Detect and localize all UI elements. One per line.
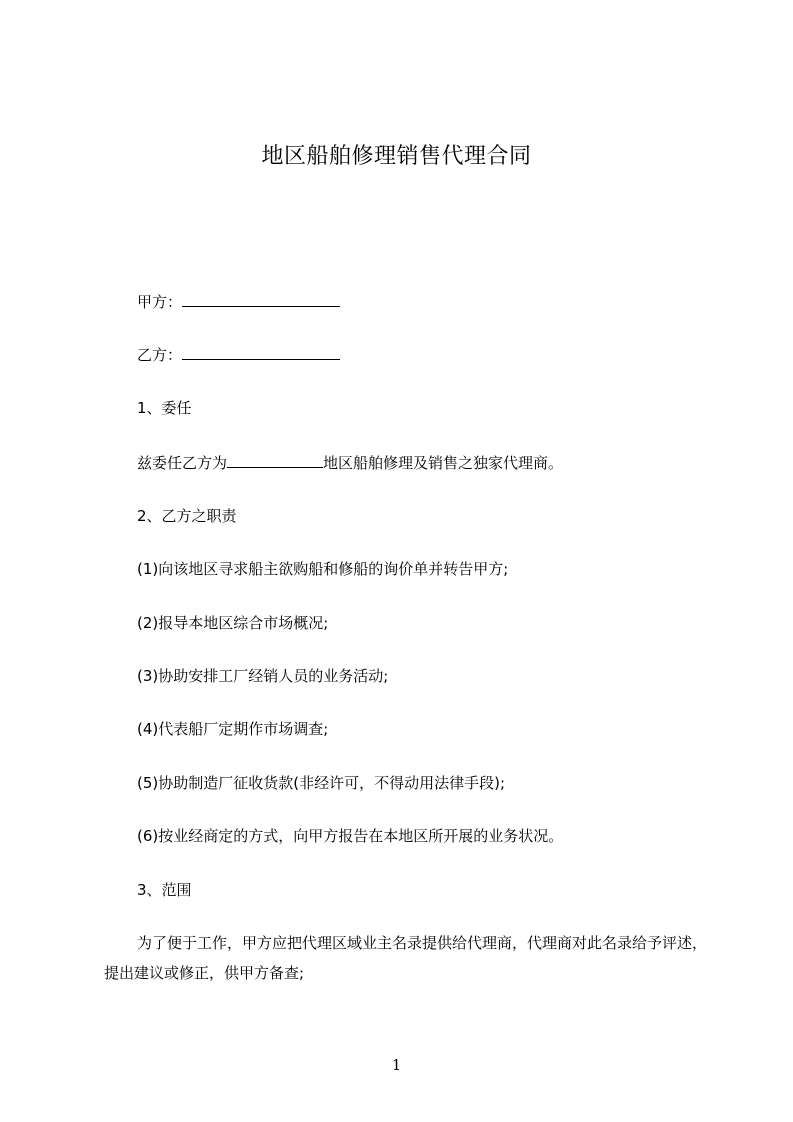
section-1-text-before: 兹委任乙方为	[137, 454, 228, 472]
duty-item-2: (2)报导本地区综合市场概况;	[137, 614, 329, 632]
section-1-text	[137, 451, 563, 474]
party-a-label: 甲方：	[137, 293, 183, 311]
page-number: 1	[391, 1056, 402, 1074]
section-2-heading: 2、乙方之职责	[137, 507, 237, 525]
section-1-text-after: 地区船舶修理及销售之独家代理商。	[323, 454, 564, 472]
duty-item-5: (5)协助制造厂征收货款(非经许可，不得动用法律手段);	[137, 774, 506, 792]
party-a-blank	[182, 290, 340, 307]
section-1-heading: 1、委任	[137, 399, 192, 417]
document-title: 地区船舶修理销售代理合同	[261, 144, 532, 169]
region-blank	[227, 451, 323, 468]
duty-item-1: (1)向该地区寻求船主欲购船和修船的询价单并转告甲方;	[137, 560, 509, 578]
duty-item-3: (3)协助安排工厂经销人员的业务活动;	[137, 667, 389, 685]
duty-item-6: (6)按业经商定的方式，向甲方报告在本地区所开展的业务状况。	[137, 827, 564, 845]
section-3-heading: 3、范围	[137, 881, 192, 899]
party-b-blank	[182, 343, 340, 360]
party-b-label: 乙方：	[137, 346, 183, 364]
party-a-line	[137, 290, 340, 313]
duty-item-4: (4)代表船厂定期作市场调查;	[137, 720, 329, 738]
party-b-line	[137, 343, 340, 366]
section-3-paragraph: 为了便于工作，甲方应把代理区域业主名录提供给代理商，代理商对此名录给予评述，提出建议或修正，供甲方备查;	[104, 934, 708, 982]
